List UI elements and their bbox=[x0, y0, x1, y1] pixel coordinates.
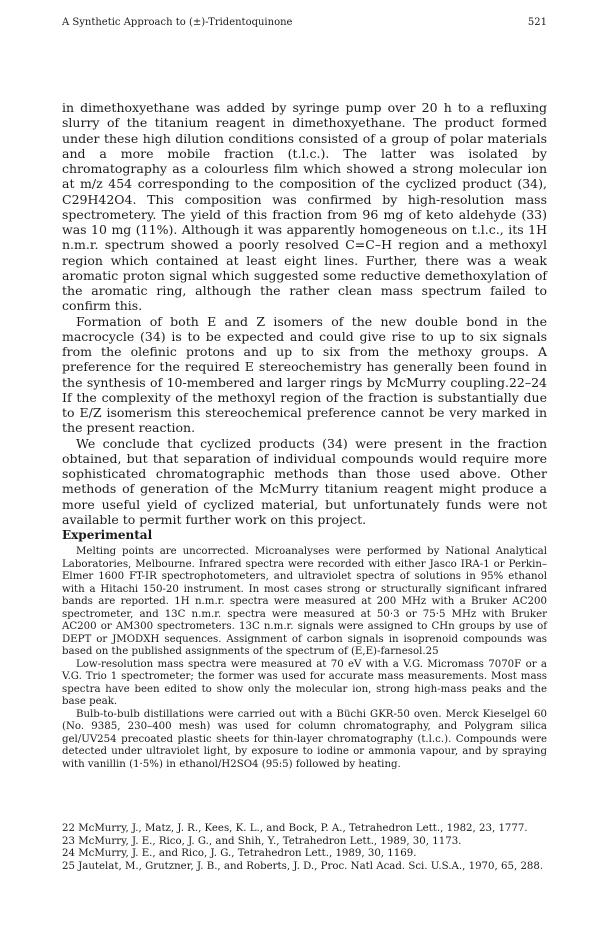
paragraph-2: Formation of both E and Z isomers of the new double bond in the macrocycle (34) is to be expected and could give rise to up to six signals from the olefinic protons and up to six from the methoxy groups. A preference for the required E stereochemistry has generally been found in the synthesis of 10-membered and larger rings by McMurry coupling.22–24 If the complexity of the methoxyl region of the fraction is substantially due to E/Z isomerism this stereochemical preference cannot be very marked in the present reaction. bbox=[62, 313, 547, 436]
reference-25: 25 Jautelat, M., Grutzner, J. B., and Roberts, J. D., Proc. Natl Acad. Sci. U.S.A., 1970, 65, 288. bbox=[62, 860, 544, 872]
paragraph-1: in dimethoxyethane was added by syringe pump over 20 h to a refluxing slurry of the titanium reagent in dimethoxyethane. The product formed under these high dilution conditions consisted of a group of polar materials and a more mobile fraction (t.l.c.). The latter was isolated by chromatography as a colourless film which showed a strong molecular ion at m/z 454 corresponding to the composition of the cyclized product (34), C29H42O4. This composition was confirmed by high-resolution mass spectrometery. The yield of this fraction from 96 mg of keto aldehyde (33) was 10 mg (11%). Although it was apparently homogeneous on t.l.c., its 1H n.m.r. spectrum showed a poorly resolved C=C–H region and a methoxyl region which contained at least eight lines. Further, there was a weak aromatic proton signal which suggested some reductive demethoxylation of the aromatic ring, although the rather clean mass spectrum failed to confirm this. bbox=[62, 100, 547, 314]
main-text bbox=[62, 100, 547, 527]
running-title: A Synthetic Approach to (±)-Tridentoquinone bbox=[62, 17, 293, 28]
footnote-references bbox=[62, 823, 547, 873]
reference-23: 23 McMurry, J. E., Rico, J. G., and Shih, Y., Tetrahedron Lett., 1989, 30, 1173. bbox=[62, 835, 462, 847]
experimental-section bbox=[62, 546, 547, 771]
reference-22: 22 McMurry, J., Matz, J. R., Kees, K. L., and Bock, P. A., Tetrahedron Lett., 1982, 23, 1777. bbox=[62, 823, 528, 834]
experimental-heading: Experimental bbox=[62, 528, 153, 542]
experimental-paragraph-2: Low-resolution mass spectra were measured at 70 eV with a V.G. Micromass 7070F or a V.G. Trio 1 spectrometer; the former was used for accurate mass measurements. Most mass spectra have been edited to show only the molecular ion, strong high-mass peaks and the base peak. bbox=[62, 658, 547, 707]
experimental-paragraph-1: Melting points are uncorrected. Microanalyses were performed by National Analytical Laboratories, Melbourne. Infrared spectra were recorded with either Jasco IRA-1 or Perkin–Elmer 1600 FT-IR spectrophotometers, and ultraviolet spectra of solutions in 95% ethanol with a Hitachi 150-20 instrument. In most cases strong or structurally significant infrared bands are reported. 1H n.m.r. spectra were measured at 200 MHz with a Bruker AC200 spectrometer, and 13C n.m.r. spectra were measured at 50·3 or 75·5 MHz with Bruker AC200 or AM300 spectrometers. 13C n.m.r. signals were assigned to CHn groups by use of DEPT or JMODXH sequences. Assignment of carbon signals in isoprenoid compounds was based on the published assignments of the spectrum of (E,E)-farnesol.25 bbox=[62, 546, 547, 657]
paragraph-3: We conclude that cyclized products (34) were present in the fraction obtained, but that separation of individual compounds would require more sophisticated chromatographic methods than those used above. Other methods of generation of the McMurry titanium reagent might produce a more useful yield of cyclized material, but unfortunately funds were not available to permit further work on this project. bbox=[62, 435, 547, 527]
reference-24: 24 McMurry, J. E., and Rico, J. G., Tetrahedron Lett., 1989, 30, 1169. bbox=[62, 848, 417, 859]
page-number: 521 bbox=[527, 17, 547, 28]
experimental-paragraph-3: Bulb-to-bulb distillations were carried out with a Büchi GKR-50 oven. Merck Kieselgel 60 (No. 9385, 230–400 mesh) was used for column chromatography, and Polygram silica gel/UV254 precoated plastic sheets for thin-layer chromatography (t.l.c.). Compounds were detected under ultraviolet light, by exposure to iodine or ammonia vapour, and by spraying with vanillin (1·5%) in ethanol/H2SO4 (95:5) followed by heating. bbox=[62, 708, 547, 770]
